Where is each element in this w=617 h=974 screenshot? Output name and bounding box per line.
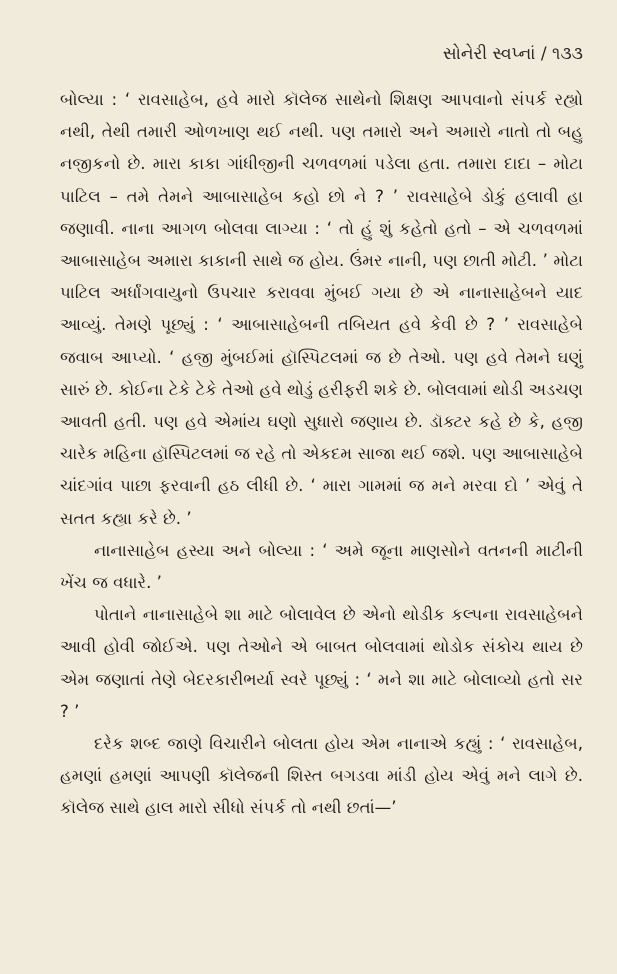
paragraph-2: નાનાસાહેબ હસ્યા અને બોલ્યા : ‘ અમે જૂના માણસોને વતનની માટીની ખેંચ જ વધારે. ’ — [60, 540, 583, 593]
paragraph-4: દરેક શબ્દ જાણે વિચારીને બોલતા હોય એમ નાનાએ કહ્યું : ‘ રાવસાહેબ, હમણાં હમણાં આપણી કૉલેજની શિસ્ત બગડવા માંડી હોય એવું મને લાગે છે. કૉલેજ સાથે હાલ મારો સીધો સંપર્ક તો નથી છતાં—’ — [60, 734, 583, 818]
running-head: સોનેરી સ્વપ્નાં / ૧૩૩ — [442, 44, 583, 64]
paragraph-3: પોતાને નાનાસાહેબે શા માટે બોલાવેલ છે એનો થોડીક કલ્પના રાવસાહેબને આવી હોવી જોઈએ. પણ તેઓને એ બાબત બોલવામાં થોડોક સંકોચ થાય છે એમ જણાતાં તેણે બેદરકારીભર્યા સ્વરે પૂછ્યું : ‘ મને શા માટે બોલાવ્યો હતો સર ? ’ — [60, 605, 583, 721]
paragraph-1: બોલ્યા : ‘ રાવસાહેબ, હવે મારો કૉલેજ સાથેનો શિક્ષણ આપવાનો સંપર્ક રહ્યો નથી, તેથી તમારી ઓળખાણ થઈ નથી. પણ તમારો અને અમારો નાતો તો બહુ નજીકનો છે. મારા કાકા ગાંધીજીની ચળવળમાં પડેલા હતા. તમારા દાદા – મોટા પાટિલ – તમે તેમને આબાસાહેબ કહો છો ને ? ’ રાવસાહેબે ડોકું હલાવી હા જણાવી. નાના આગળ બોલવા લાગ્યા : ‘ તો હું શું કહેતો હતો – એ ચળવળમાં આબાસાહેબ અમારા કાકાની સાથે જ હોય. ઉંમર નાની, પણ છાતી મોટી. ’ મોટા પાટિલ અર્ધાંગવાયુનો ઉપચાર કરાવવા મુંબઈ ગયા છે એ નાનાસાહેબને યાદ આવ્યું. તેમણે પૂછ્યું : ‘ આબાસાહેબની તબિયત હવે કેવી છે ? ’ રાવસાહેબે જવાબ આપ્યો. ‘ હજી મુંબઈમાં હૉસ્પિટલમાં જ છે તેઓ. પણ હવે તેમને ઘણું સારું છે. કોઈના ટેકે ટેકે તેઓ હવે થોડું હરીફરી શકે છે. બોલવામાં થોડી અડચણ આવતી હતી. પણ હવે એમાંય ઘણો સુધારો જણાય છે. ડૉક્ટર કહે છે કે, હજી ચારેક મહિના હૉસ્પિટલમાં જ રહે તો એકદમ સાજા થઈ જશે. પણ આબાસાહેબે ચાંદગાંવ પાછા ફરવાની હઠ લીધી છે. ‘ મારા ગામમાં જ મને મરવા દો ’ એવું તે સતત કહ્યા કરે છે. ’ — [60, 90, 583, 528]
body-text — [60, 84, 583, 825]
